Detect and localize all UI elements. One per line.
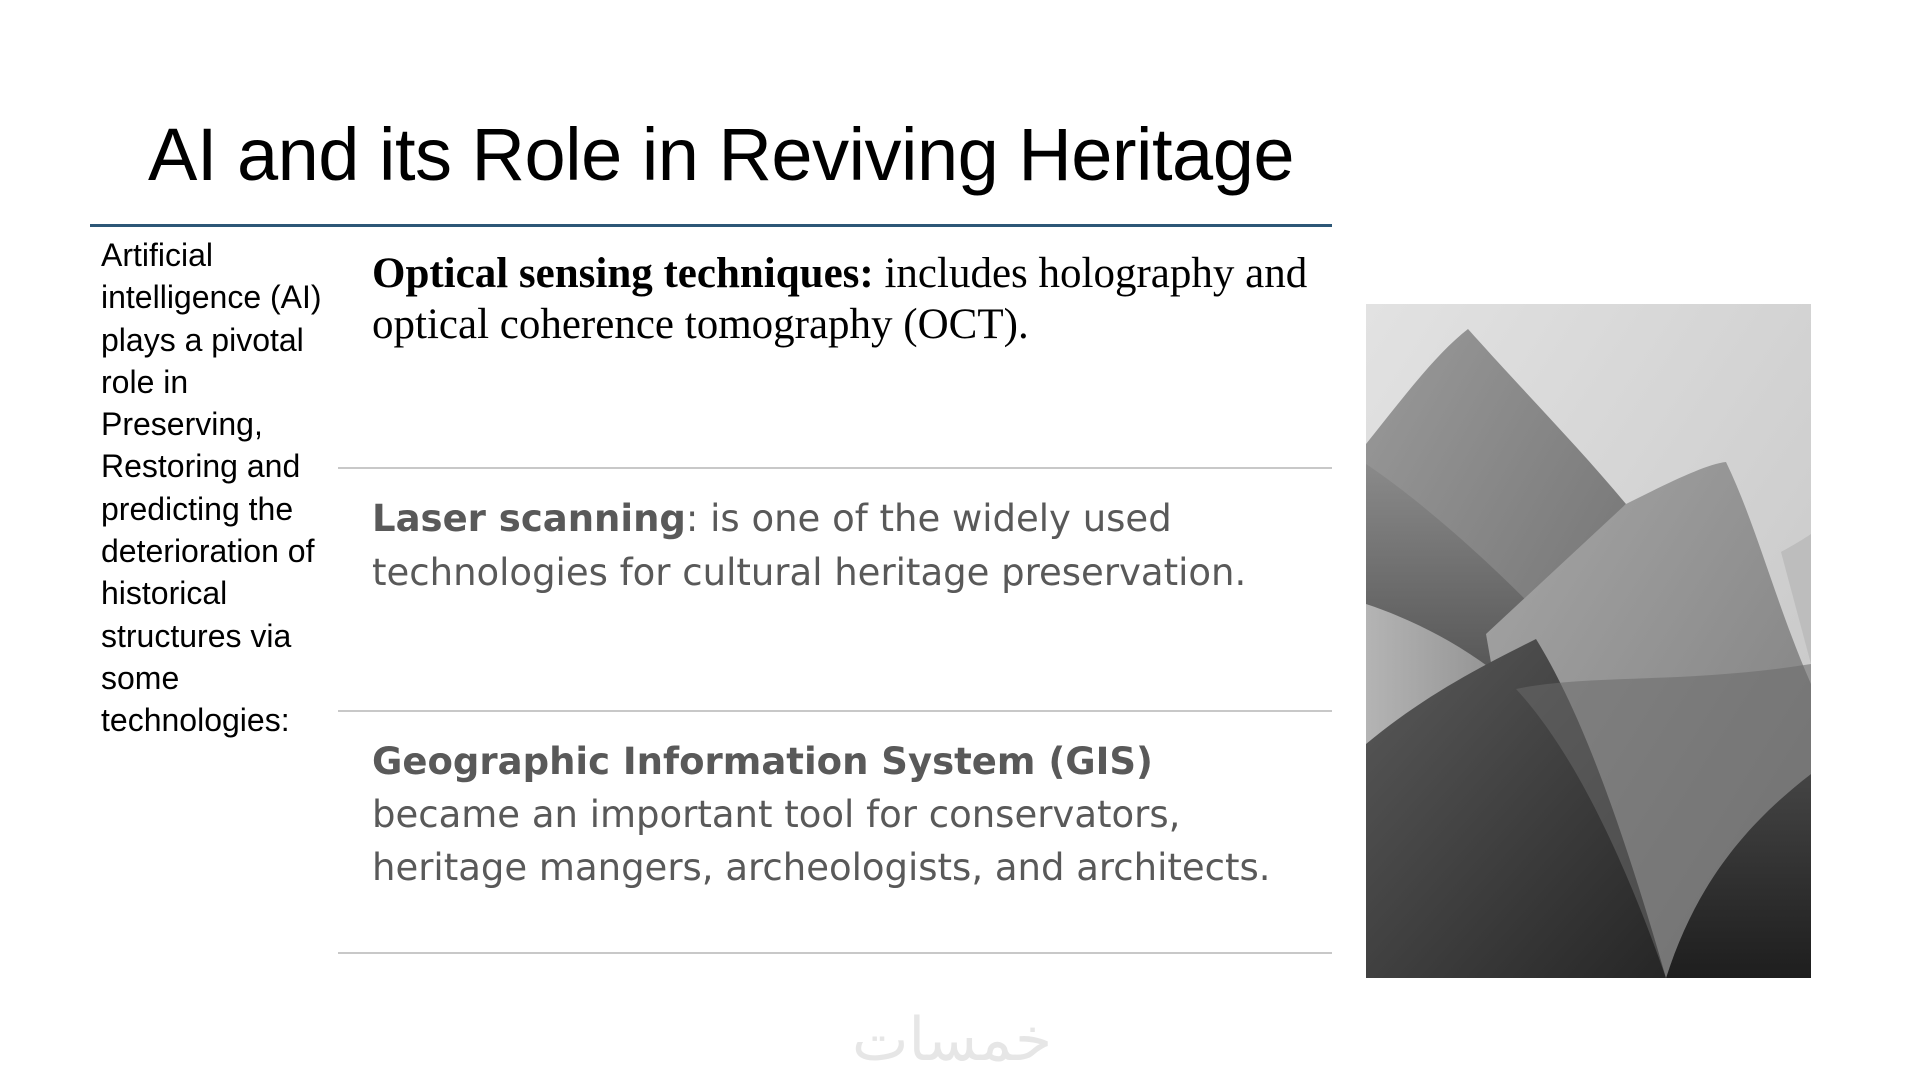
technique-laser-scanning <box>372 492 1312 600</box>
watermark-logo: خمسات <box>852 1005 1053 1075</box>
technique-optical-sensing-text: includes holography and optical coherence tomography (OCT). <box>372 250 1308 348</box>
technique-laser-scanning-text: : is one of the widely used technologies for cultural heritage preservation. <box>372 497 1247 594</box>
technique-laser-scanning-term: Laser scanning <box>372 497 686 540</box>
title-underline <box>90 224 1332 227</box>
intro-text: Artificial intelligence (AI) plays a pivotal role in Preserving, Restoring and predicting the deterioration of historical structures via some technologies: <box>101 237 322 739</box>
technique-gis <box>372 735 1312 894</box>
technique-optical-sensing-term: Optical sensing techniques: <box>372 250 874 297</box>
abstract-curved-shapes-photo <box>1366 304 1811 978</box>
technique-optical-sensing <box>372 248 1312 350</box>
slide-title: AI and its Role in Reviving Heritage <box>148 113 1295 196</box>
technique-gis-text: became an important tool for conservators, heritage mangers, archeologists, and architects. <box>372 793 1271 889</box>
divider-1 <box>338 467 1332 469</box>
divider-3 <box>338 952 1332 954</box>
divider-2 <box>338 710 1332 712</box>
technique-gis-term: Geographic Information System (GIS) <box>372 740 1153 783</box>
